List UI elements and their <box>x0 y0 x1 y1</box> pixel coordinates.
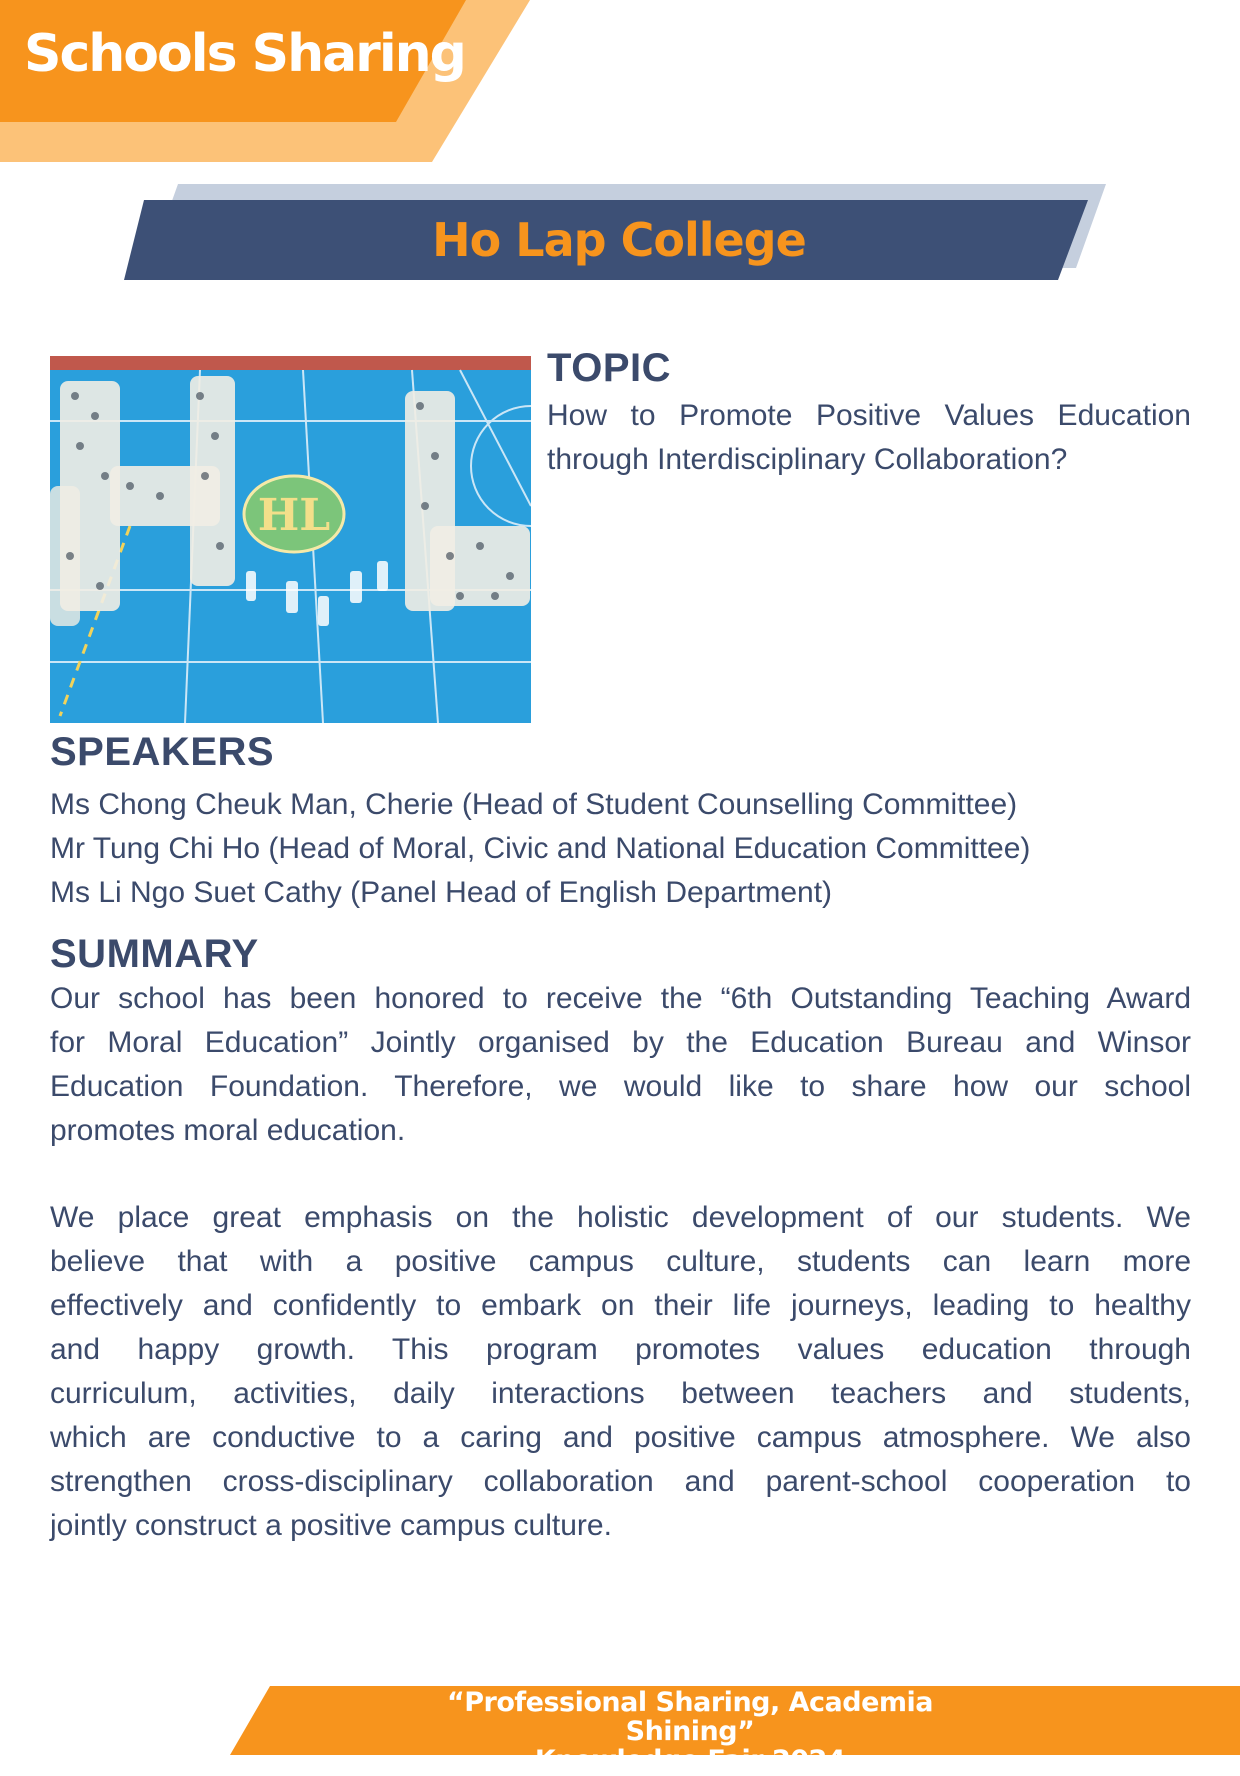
summary-heading: SUMMARY <box>50 932 259 976</box>
topic-heading: TOPIC <box>547 346 672 390</box>
speakers-heading: SPEAKERS <box>50 730 275 774</box>
summary-line: jointly construct a positive campus culture. <box>50 1509 612 1542</box>
topic-line: through Interdisciplinary Collaboration? <box>547 443 1068 476</box>
school-name: Ho Lap College <box>432 213 806 267</box>
summary-line: Education Foundation. Therefore, we would like to share how our school <box>50 1070 1191 1103</box>
footer-slogan: “Professional Sharing, Academia Shining” <box>446 1687 934 1747</box>
speaker-item: Ms Li Ngo Suet Cathy (Panel Head of English Department) <box>50 876 833 909</box>
summary-line: strengthen cross-disciplinary collaboration and parent-school cooperation to <box>50 1465 1191 1498</box>
summary-line: for Moral Education” Jointly organised by the Education Bureau and Winsor <box>50 1026 1191 1059</box>
summary-paragraph-2 <box>50 1196 1191 1548</box>
svg-text:HL: HL <box>257 490 331 541</box>
summary-paragraph-1 <box>50 977 1191 1153</box>
school-photo <box>50 356 531 723</box>
speakers-list <box>50 783 1200 915</box>
speaker-item: Ms Chong Cheuk Man, Cherie (Head of Student Counselling Committee) <box>50 788 1018 821</box>
summary-line: and happy growth. This program promotes values education through <box>50 1333 1191 1366</box>
summary-line: promotes moral education. <box>50 1114 406 1147</box>
speaker-item: Mr Tung Chi Ho (Head of Moral, Civic and National Education Committee) <box>50 832 1031 865</box>
hl-badge <box>258 490 331 541</box>
footer-event-name: Knowledge Fair 2024 <box>534 1745 846 1776</box>
summary-line: Our school has been honored to receive the “6th Outstanding Teaching Award <box>50 982 1191 1015</box>
page-title: Schools Sharing <box>24 24 465 84</box>
footer-text <box>400 1688 980 1775</box>
summary-line: We place great emphasis on the holistic development of our students. We <box>50 1201 1191 1234</box>
summary-line: curriculum, activities, daily interactions between teachers and students, <box>50 1377 1191 1410</box>
summary-line: which are conductive to a caring and positive campus atmosphere. We also <box>50 1421 1191 1454</box>
summary-line: effectively and confidently to embark on their life journeys, leading to healthy <box>50 1289 1191 1322</box>
summary-line: believe that with a positive campus culture, students can learn more <box>50 1245 1191 1278</box>
topic-text <box>547 394 1191 482</box>
topic-line: How to Promote Positive Values Education <box>547 399 1191 432</box>
